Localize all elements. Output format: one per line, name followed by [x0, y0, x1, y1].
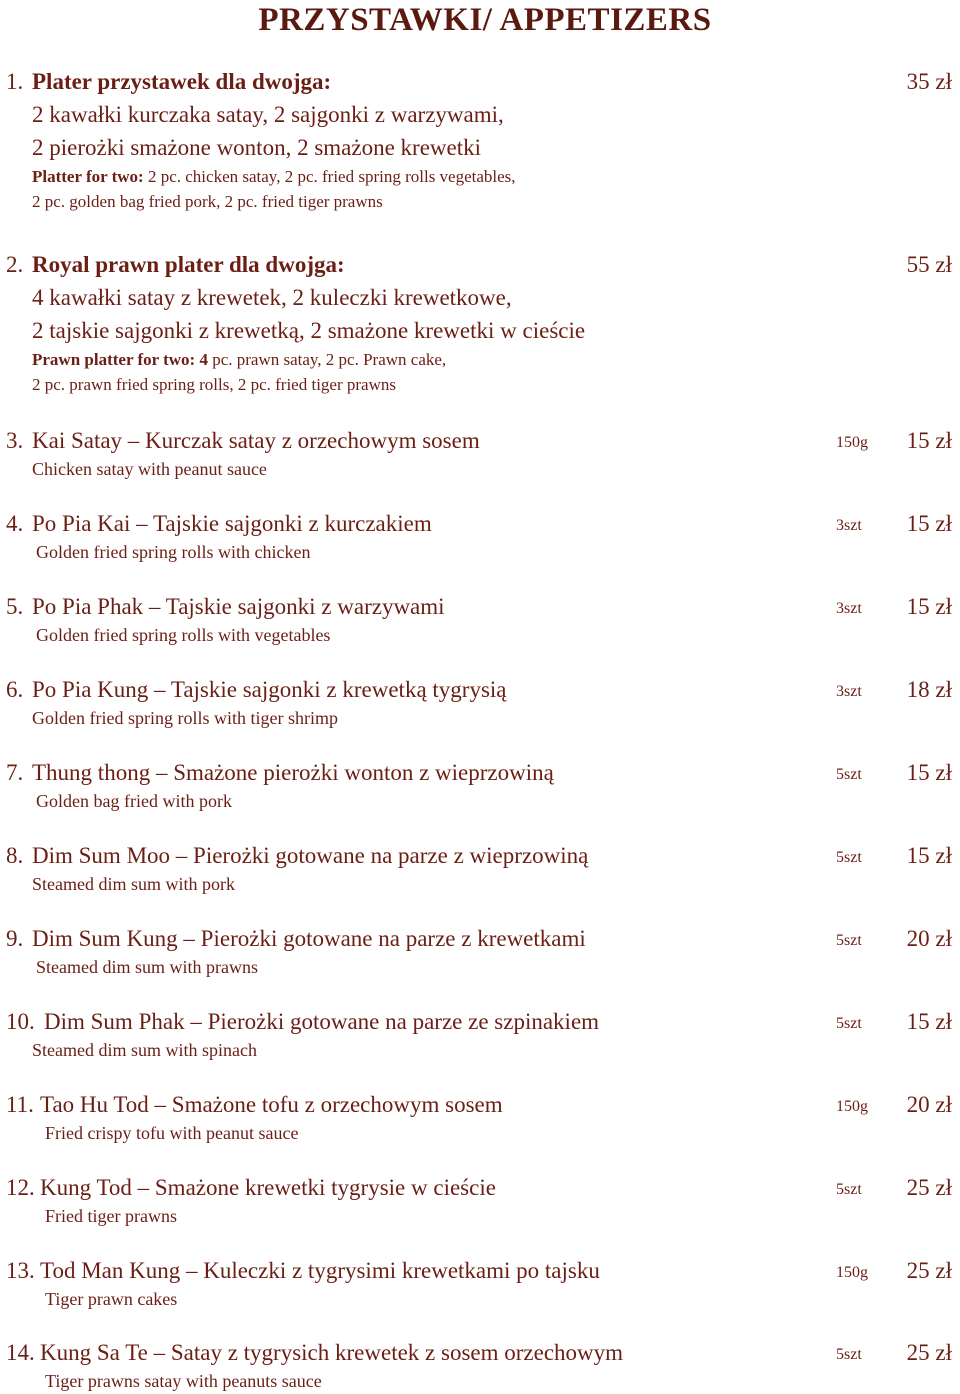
item-quantity: 5szt	[836, 1346, 862, 1363]
item-name: Po Pia Kai – Tajskie sajgonki z kurczakiem	[32, 511, 432, 536]
item-number: 4.	[6, 511, 24, 536]
item-number: 11.	[6, 1092, 34, 1117]
item-number: 13.	[6, 1258, 35, 1283]
item-name: Tao Hu Tod – Smażone tofu z orzechowym sosem	[40, 1092, 503, 1117]
menu-item-5	[0, 590, 960, 648]
item-name: Dim Sum Kung – Pierożki gotowane na parze z krewetkami	[32, 926, 586, 951]
item-description: Golden fried spring rolls with vegetables	[36, 625, 331, 645]
item-description: Fried tiger prawns	[45, 1206, 177, 1226]
item-pl-line: 4 kawałki satay z krewetek, 2 kuleczki krewetkowe,	[32, 285, 512, 310]
item-number: 8.	[6, 843, 24, 868]
item-price: 15 zł	[906, 760, 952, 785]
item-price: 35 zł	[906, 69, 952, 94]
item-description: Chicken satay with peanut sauce	[32, 459, 267, 479]
item-price: 15 zł	[906, 843, 952, 868]
item-name: Dim Sum Moo – Pierożki gotowane na parze z wieprzowiną	[32, 843, 589, 868]
menu-item-9	[0, 922, 960, 980]
item-name: Po Pia Phak – Tajskie sajgonki z warzywami	[32, 594, 445, 619]
item-description: Tiger prawn cakes	[45, 1289, 178, 1309]
item-number: 3.	[6, 428, 24, 453]
item-number: 12.	[6, 1175, 35, 1200]
item-pl-line: 2 tajskie sajgonki z krewetką, 2 smażone krewetki w cieście	[32, 318, 586, 343]
item-description: Steamed dim sum with spinach	[32, 1040, 257, 1060]
item-number: 10.	[6, 1009, 35, 1034]
item-name: Royal prawn plater dla dwojga:	[32, 252, 345, 277]
item-price: 20 zł	[906, 926, 952, 951]
item-description: Steamed dim sum with prawns	[36, 957, 258, 977]
item-number: 6.	[6, 677, 24, 702]
item-description: Steamed dim sum with pork	[32, 874, 235, 894]
item-description: Fried crispy tofu with peanut sauce	[45, 1123, 299, 1143]
item-price: 15 zł	[906, 1009, 952, 1034]
menu-item-2	[0, 248, 960, 397]
item-name: Kung Sa Te – Satay z tygrysich krewetek z sosem orzechowym	[40, 1340, 624, 1365]
menu-item-6	[0, 673, 960, 731]
item-pl-line: 2 kawałki kurczaka satay, 2 sajgonki z warzywami,	[32, 102, 504, 127]
menu-item-13	[0, 1254, 960, 1312]
item-name: Tod Man Kung – Kuleczki z tygrysimi krewetkami po tajsku	[40, 1258, 600, 1283]
item-name: Thung thong – Smażone pierożki wonton z wieprzowiną	[32, 760, 554, 785]
page-title: PRZYSTAWKI/ APPETIZERS	[258, 2, 712, 38]
item-description: Golden fried spring rolls with tiger shrimp	[32, 708, 338, 728]
item-en-line2: 2 pc. golden bag fried pork, 2 pc. fried tiger prawns	[32, 192, 383, 211]
item-en-line2: 2 pc. prawn fried spring rolls, 2 pc. fried tiger prawns	[32, 375, 396, 394]
item-price: 25 zł	[906, 1258, 952, 1283]
item-price: 25 zł	[906, 1175, 952, 1200]
item-number: 9.	[6, 926, 24, 951]
item-price: 55 zł	[906, 252, 952, 277]
item-en-lead: Platter for two:	[32, 167, 144, 186]
menu-item-3	[0, 424, 960, 482]
item-quantity: 5szt	[836, 1181, 862, 1198]
menu-item-1	[0, 65, 960, 214]
item-en-line	[0, 164, 960, 189]
item-quantity: 150g	[836, 434, 868, 451]
item-price: 18 zł	[906, 677, 952, 702]
item-quantity: 5szt	[836, 932, 862, 949]
menu-item-11	[0, 1088, 960, 1146]
item-description: Tiger prawns satay with peanuts sauce	[45, 1371, 322, 1391]
item-price: 20 zł	[906, 1092, 952, 1117]
item-quantity: 150g	[836, 1264, 868, 1281]
item-name: Kung Tod – Smażone krewetki tygrysie w cieście	[40, 1175, 496, 1200]
item-name: Kai Satay – Kurczak satay z orzechowym sosem	[32, 428, 480, 453]
item-price: 25 zł	[906, 1340, 952, 1365]
item-name: Plater przystawek dla dwojga:	[32, 69, 332, 94]
item-number: 7.	[6, 760, 24, 785]
item-en-lead: Prawn platter for two: 4	[32, 350, 208, 369]
item-price: 15 zł	[906, 428, 952, 453]
item-description: Golden bag fried with pork	[36, 791, 232, 811]
item-number: 2.	[6, 252, 24, 277]
item-number: 1.	[6, 69, 24, 94]
item-en-line	[0, 347, 960, 372]
item-name: Po Pia Kung – Tajskie sajgonki z krewetką tygrysią	[32, 677, 507, 702]
item-quantity: 5szt	[836, 1015, 862, 1032]
item-pl-line: 2 pierożki smażone wonton, 2 smażone krewetki	[32, 135, 482, 160]
item-description: Golden fried spring rolls with chicken	[36, 542, 311, 562]
item-name: Dim Sum Phak – Pierożki gotowane na parze ze szpinakiem	[44, 1009, 600, 1034]
item-quantity: 5szt	[836, 766, 862, 783]
item-en-rest: 2 pc. chicken satay, 2 pc. fried spring rolls vegetables,	[143, 167, 516, 186]
menu-item-8	[0, 839, 960, 897]
menu-item-12	[0, 1171, 960, 1229]
item-quantity: 3szt	[836, 517, 862, 534]
item-quantity: 3szt	[836, 683, 862, 700]
item-quantity: 5szt	[836, 849, 862, 866]
item-quantity: 150g	[836, 1098, 868, 1115]
menu-item-4	[0, 507, 960, 565]
item-number: 14.	[6, 1340, 35, 1365]
item-number: 5.	[6, 594, 24, 619]
menu-item-10	[0, 1005, 960, 1063]
item-quantity: 3szt	[836, 600, 862, 617]
item-en-rest: pc. prawn satay, 2 pc. Prawn cake,	[207, 350, 447, 369]
item-price: 15 zł	[906, 511, 952, 536]
menu-item-7	[0, 756, 960, 814]
item-price: 15 zł	[906, 594, 952, 619]
menu-item-14	[0, 1336, 960, 1394]
